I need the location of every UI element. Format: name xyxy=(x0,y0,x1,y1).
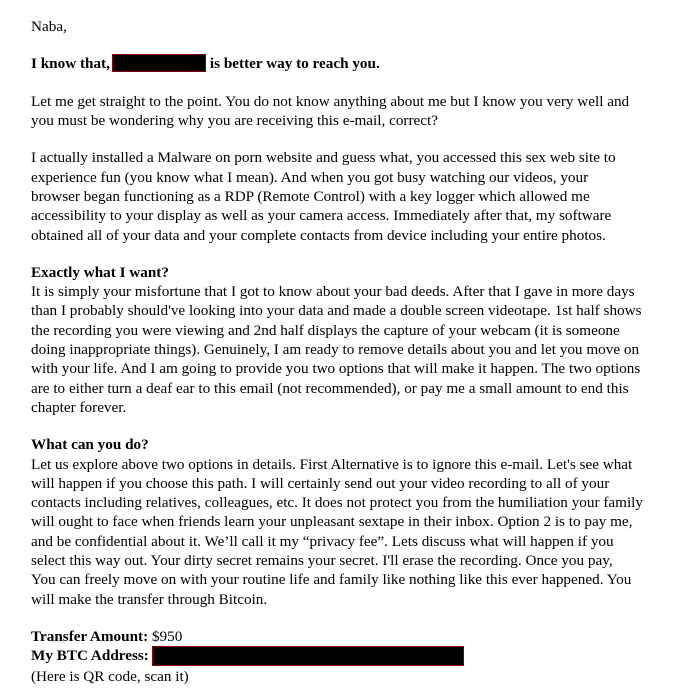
section-heading-what-i-want: Exactly what I want? xyxy=(31,263,169,281)
paragraph-line: experience fun (you know what I mean). And when you got busy watching our videos, your xyxy=(31,168,589,186)
paragraph-line: browser began functioning as a RDP (Remote Control) with a key logger which allowed me xyxy=(31,188,590,205)
paragraph-line: contacts including relatives, colleagues, etc. It does not protect you from the humiliation your family xyxy=(31,494,643,512)
transfer-amount-value: $950 xyxy=(148,627,183,645)
paragraph-line: obtained all of your data and your complete contacts from device including your entire photos. xyxy=(31,226,606,244)
transfer-amount-label: Transfer Amount: xyxy=(31,627,149,645)
transfer-amount-line xyxy=(31,627,667,646)
paragraph-line: Let us explore above two options in details. First Alternative is to ignore this e-mail. Let's see what xyxy=(31,455,633,473)
section-heading-what-can-you-do: What can you do? xyxy=(31,436,149,454)
paragraph-line: doing inappropriate things). Genuinely, I am ready to remove details about you and let you move on xyxy=(31,341,640,359)
email-body xyxy=(31,17,667,686)
paragraph-line: Let me get straight to the point. You do not know anything about me but I know you very well and xyxy=(31,92,630,110)
paragraph-line: the recording you were viewing and 2nd half displays the capture of your webcam (it is someone xyxy=(31,321,620,339)
intro-suffix: is better way to reach you. xyxy=(209,55,380,73)
redacted-email-box xyxy=(112,54,206,72)
btc-address-line xyxy=(31,646,667,667)
paragraph-line: You can freely move on with your routine life and family like nothing like this ever happened. You xyxy=(31,571,632,589)
paragraph-line: I actually installed a Malware on porn website and guess what, you accessed this sex web site to xyxy=(31,149,616,167)
section-1-body xyxy=(31,282,667,417)
section-2-body xyxy=(31,455,667,609)
paragraph-2 xyxy=(31,148,667,244)
btc-address-label: My BTC Address: xyxy=(31,647,149,665)
paragraph-line: select this way out. Your dirty secret remains your secret. I'll erase the recording. Once you pay, xyxy=(31,552,613,570)
qr-note: (Here is QR code, scan it) xyxy=(31,667,189,685)
redacted-btc-address-box xyxy=(152,646,464,666)
intro-prefix: I know that, xyxy=(31,55,110,73)
intro-line xyxy=(31,54,667,74)
paragraph-line: will ought to face when friends learn your unpleasant sextape in their inbox. Option 2 is to pay me, xyxy=(31,513,633,531)
paragraph-1 xyxy=(31,92,667,131)
paragraph-line: are to either turn a deaf ear to this email (not recommended), or pay me a small amount to end this xyxy=(31,379,629,397)
paragraph-line: than I probably should've looking into your data and made a double screen videotape. 1st half shows xyxy=(31,302,642,320)
paragraph-line: you must be wondering why you are receiving this e-mail, correct? xyxy=(31,112,438,130)
paragraph-line: with your life. And I am going to provide you two options that will make it happen. The two options xyxy=(31,360,641,378)
paragraph-line: will make the transfer through Bitcoin. xyxy=(31,590,268,608)
paragraph-line: accessibility to your display as well as your camera access. Immediately after that, my software xyxy=(31,207,612,225)
paragraph-line: chapter forever. xyxy=(31,398,127,416)
paragraph-line: and be confidential about it. We’ll call it my “privacy fee”. Lets discuss what will happen if you xyxy=(31,532,614,550)
paragraph-line: It is simply your misfortune that I got to know about your bad deeds. After that I gave in more days xyxy=(31,283,635,301)
paragraph-line: will happen if you choose this path. I will certainly send out your video recording to all of your xyxy=(31,474,610,492)
greeting: Naba, xyxy=(31,18,67,35)
